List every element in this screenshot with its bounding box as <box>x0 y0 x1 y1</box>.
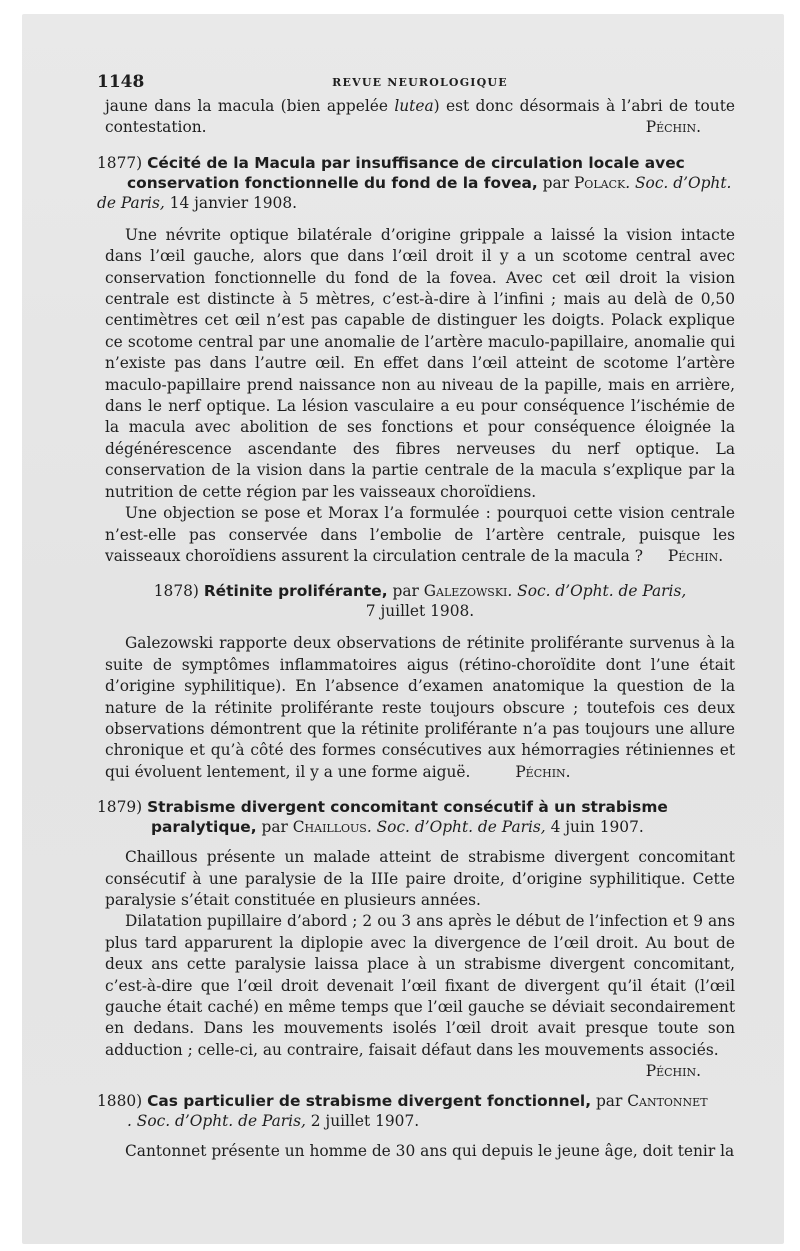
page-content <box>97 72 736 1162</box>
author: Chaillous <box>292 818 367 837</box>
article-body-1877 <box>105 225 735 568</box>
article-body-1880 <box>105 1141 735 1162</box>
article-body-1878 <box>105 633 735 783</box>
signature: Péchin. <box>515 762 571 781</box>
paragraph: Dilatation pupillaire d’abord ; 2 ou 3 ans après le début de l’infection et 9 ans plus tard apparurent la diplopie avec la divergence de l’œil droit. Au bout de deux ans cette paralysie laissa place à un strabisme divergent concomitant, c’est-à-dire que l’œil droit devenait l’œil fixant de divergent qu’il était (l’œil gauche était caché) en même temps que l’œil gauche se déviait secondairement en dedans. Dans les mouvements isolés l’œil droit avait presque toute son adduction ; celle-ci, au contraire, faisait défaut dans les mouvements associés. <box>105 912 735 1059</box>
article-heading-1880: 1880) Cas particulier de strabisme divergent fonctionnel, par Cantonnet . Soc. d’Opht. de Paris, 2 juillet 1907. <box>97 1091 708 1130</box>
intro-fragment <box>105 96 735 139</box>
page-header <box>97 72 735 94</box>
article-heading-1879: 1879) Strabisme divergent concomitant consécutif à un strabisme paralytique, par Chaillous. Soc. d’Opht. de Paris, 4 juin 1907. <box>97 798 668 837</box>
author: Polack <box>573 173 626 192</box>
signature: Péchin. <box>645 118 701 137</box>
paragraph: Galezowski rapporte deux observations de rétinite proliférante survenus à la suite de symptômes inflammatoires aigus (rétino-choroïdite dont l’une était d’origine syphilitique). En l’absence d’examen anatomique la question de la nature de la rétinite proliférante reste toujours obscure ; toutefois ces deux observations démontrent que la rétinite proliférante n’a pas toujours une allure chronique et qu’à côté des formes consécutives aux hémorragies rétiniennes et qui évoluent lentement, il y a une forme aiguë. Péchin. <box>105 634 735 781</box>
author: Galezowski <box>423 582 508 601</box>
paragraph: Cantonnet présente un homme de 30 ans qui depuis le jeune âge, doit tenir la <box>125 1141 735 1160</box>
article-body-1879 <box>105 847 735 1082</box>
article-heading-1878: 1878) Rétinite proliférante, par Galezowski. Soc. d’Opht. de Paris, 7 juillet 1908. <box>153 582 687 621</box>
signature: Péchin. <box>645 1062 701 1081</box>
paragraph: Chaillous présente un malade atteint de strabisme divergent concomitant consécutif à une paralysie de la IIIe paire droite, d’origine syphilitique. Cette paralysie s’était constituée en plusieurs années. <box>105 848 735 909</box>
running-title: REVUE NEUROLOGIQUE <box>332 76 508 89</box>
signature: Péchin. <box>667 546 724 565</box>
intro-text: jaune dans la macula (bien appelée lutea) est donc désormais à l’abri de toute contestation. Péchin. <box>105 96 735 139</box>
page-number: 1148 <box>97 72 145 92</box>
paragraph: Une névrite optique bilatérale d’origine grippale a laissé la vision intacte dans l’œil gauche, alors que dans l’œil droit il y a un scotome central avec conservation fonctionnelle du fond de la fovea. Avec cet œil droit la vision centrale est distincte à 5 mètres, c’est-à-dire à l’infini ; mais au delà de 0,50 centimètres cet œil n’est pas capable de distinguer les doigts. Polack explique ce scotome central par une anomalie de l’artère maculo-papillaire, anomalie qui n’existe pas dans l’autre œil. En effet dans l’œil atteint de scotome l’artère maculo-papillaire prend naissance non au niveau de la papille, mais en arrière, dans le nerf optique. La lésion vasculaire a eu pour conséquence l’ischémie de la macula avec abolition de ses fonctions et pour conséquence éloignée la dégénérescence ascendante des fibres nerveuses du nerf optique. La conservation de la vision dans la partie centrale de la macula s’explique par la nutrition de cette région par les vaisseaux choroïdiens. <box>105 225 735 501</box>
article-heading-1877: 1877) Cécité de la Macula par insuffisance de circulation locale avec conservation fonctionnelle du fond de la fovea, par Polack. Soc. d’Opht. de Paris, 14 janvier 1908. <box>97 153 732 212</box>
author: Cantonnet <box>627 1091 708 1110</box>
paragraph: Une objection se pose et Morax l’a formulée : pourquoi cette vision centrale n’est-elle pas conservée dans l’embolie de l’artère centrale, puisque les vaisseaux choroïdiens assurent la circulation centrale de la macula ? Péchin. <box>105 504 735 565</box>
